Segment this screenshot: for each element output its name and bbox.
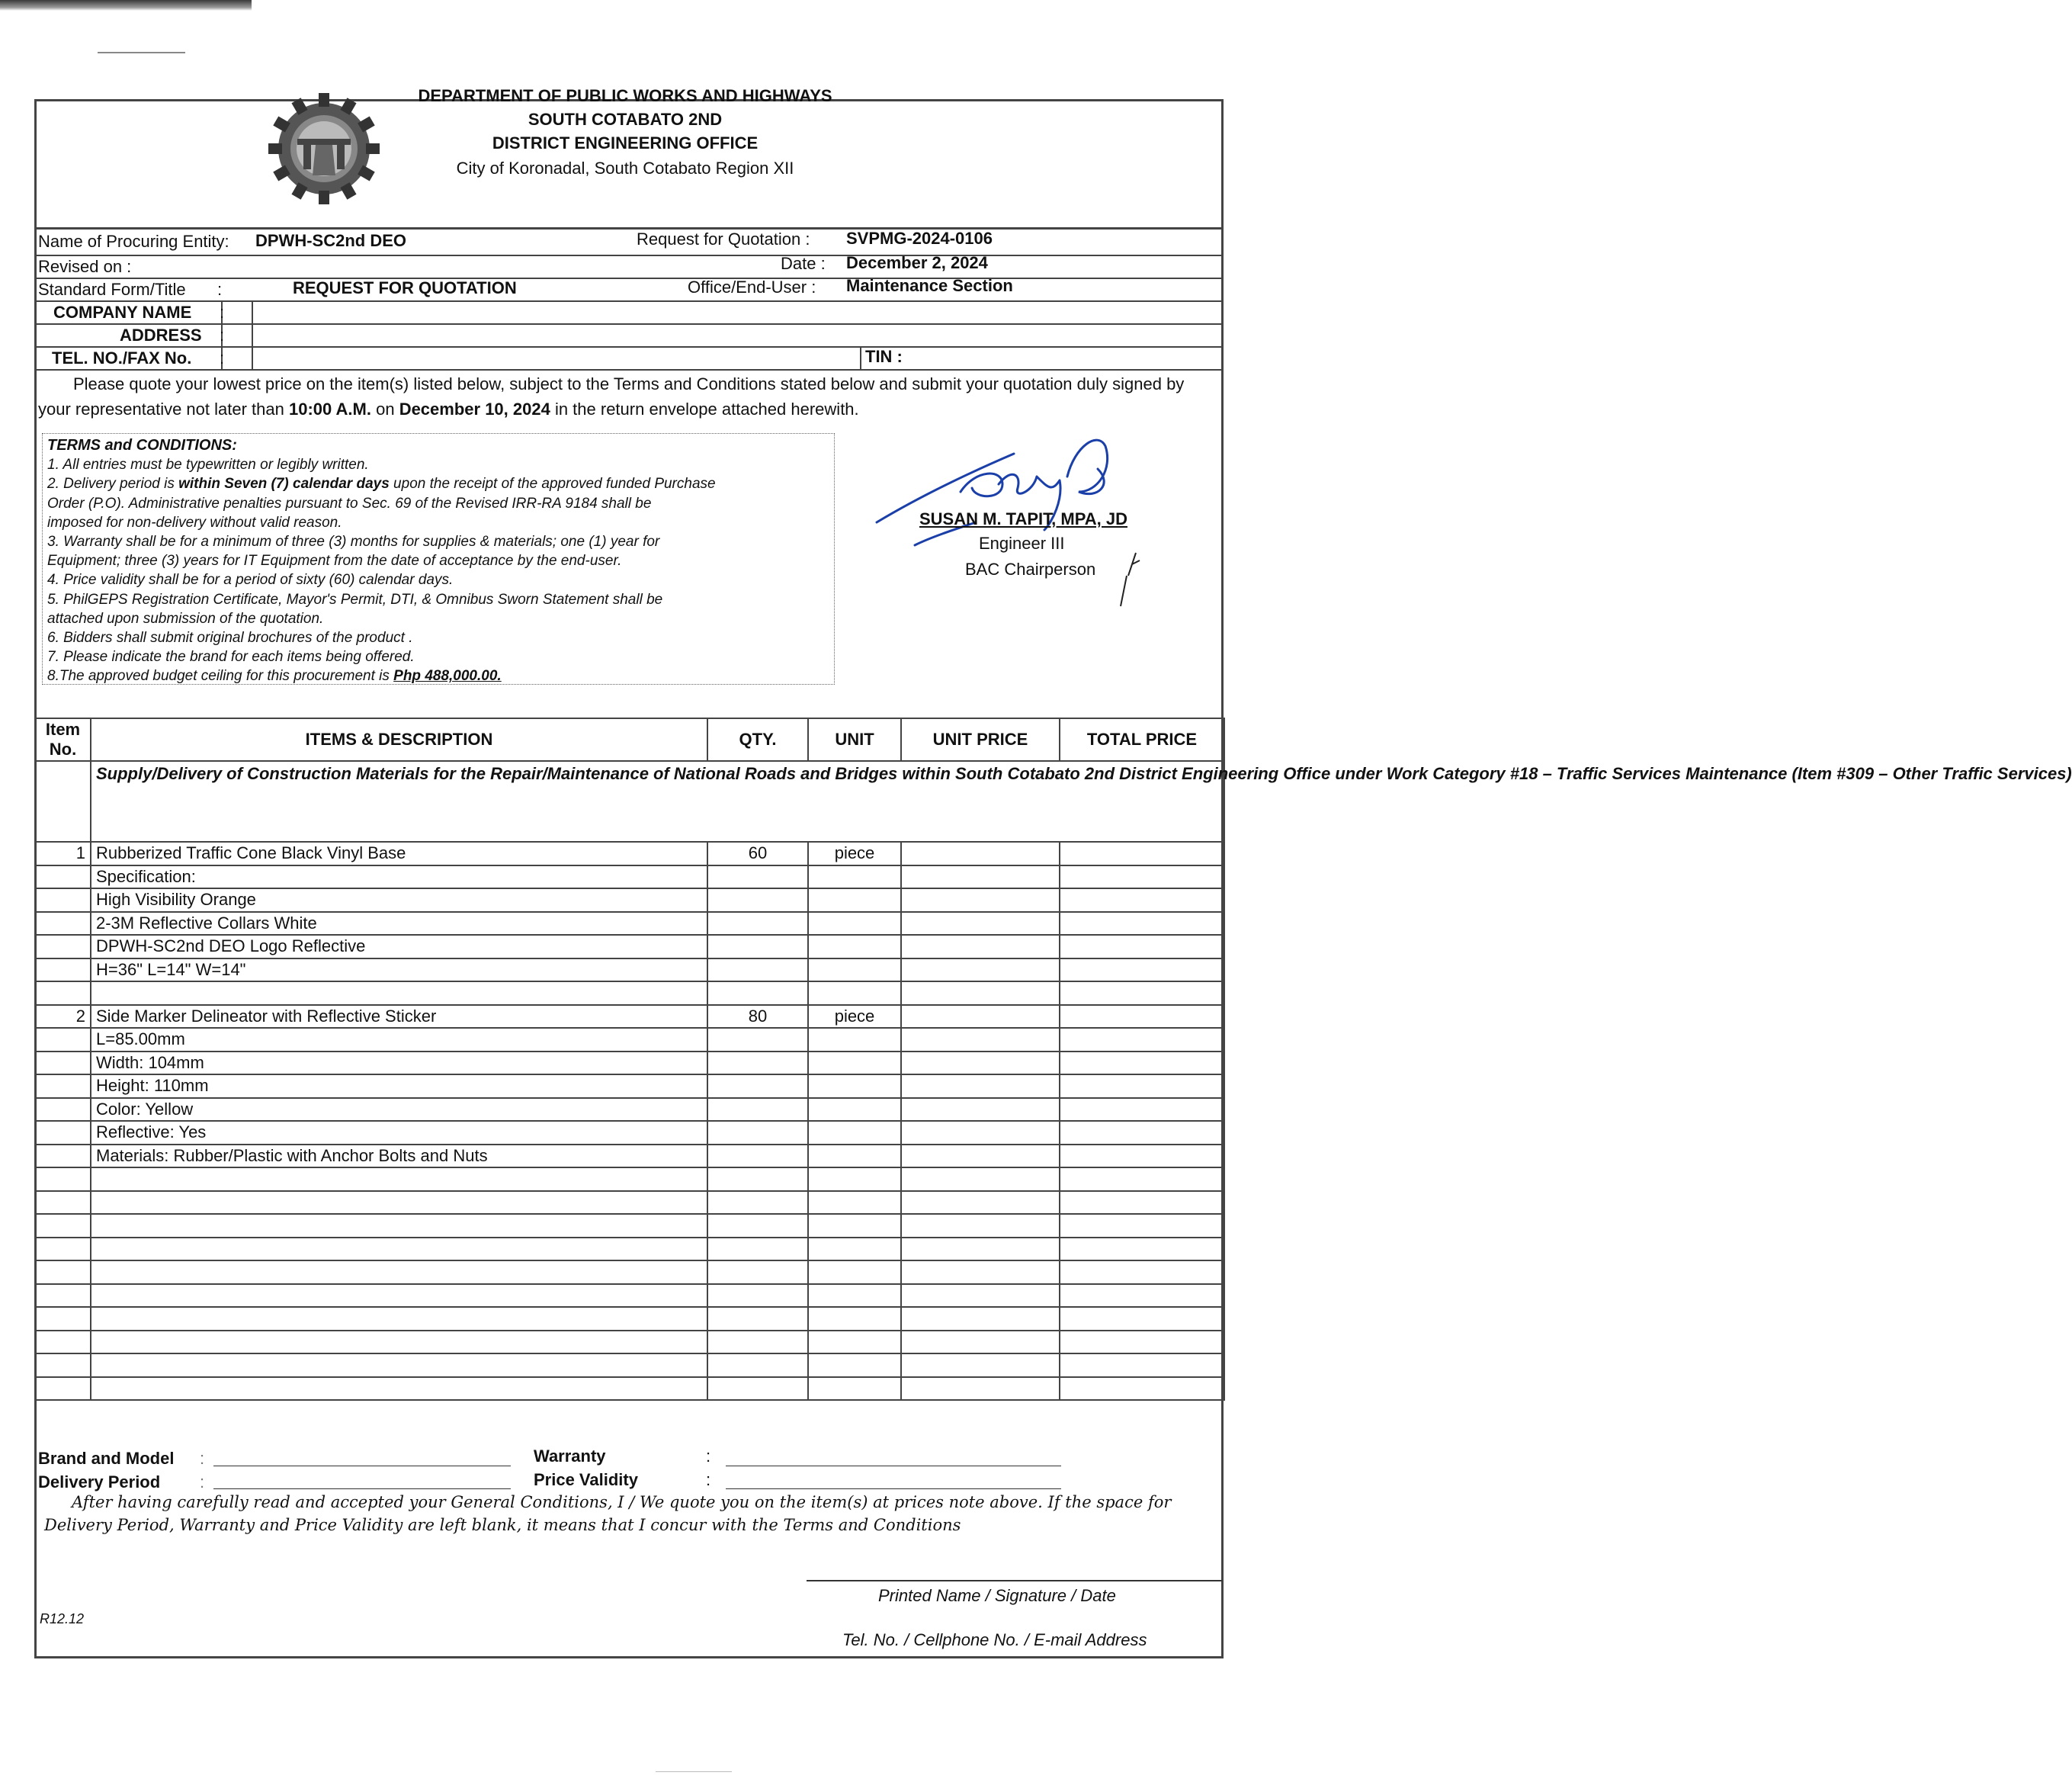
- item-qty: 80: [707, 1005, 808, 1029]
- header-description: ITEMS & DESCRIPTION: [91, 718, 707, 761]
- office-label: Office/End-User :: [688, 278, 816, 297]
- field-rule: [860, 346, 861, 369]
- table-row: [35, 1214, 1224, 1238]
- dpwh-logo-icon: [267, 92, 381, 206]
- item-unit: piece: [808, 1005, 901, 1029]
- item-qty: [707, 1238, 808, 1261]
- total-price-cell[interactable]: [1060, 1238, 1224, 1261]
- total-price-cell[interactable]: [1060, 1331, 1224, 1354]
- item-qty: [707, 1307, 808, 1331]
- item-unit: [808, 1121, 901, 1145]
- total-price-cell[interactable]: [1060, 1121, 1224, 1145]
- unit-price-cell[interactable]: [901, 1028, 1060, 1052]
- date-label: Date :: [781, 254, 826, 273]
- header-unit-price: UNIT PRICE: [901, 718, 1060, 761]
- item-qty: [707, 912, 808, 936]
- item-description: Side Marker Delineator with Reflective Sticker: [91, 1005, 707, 1029]
- item-unit: [808, 958, 901, 982]
- rfq-number: SVPMG-2024-0106: [846, 229, 993, 248]
- item-description: L=85.00mm: [91, 1028, 707, 1052]
- field-rule: [34, 369, 1224, 371]
- warranty-label: Warranty: [534, 1446, 606, 1466]
- printed-name-caption: Printed Name / Signature / Date: [878, 1586, 1116, 1605]
- signatory-position: Engineer III: [979, 534, 1065, 553]
- item-unit: [808, 1214, 901, 1238]
- terms-title: TERMS and CONDITIONS:: [47, 437, 237, 454]
- table-row: [35, 1331, 1224, 1354]
- item-unit: [808, 865, 901, 889]
- field-rule: [34, 346, 1224, 348]
- table-row: [35, 1028, 1224, 1052]
- unit-price-cell[interactable]: [901, 1353, 1060, 1377]
- field-rule: [34, 278, 1224, 279]
- item-qty: [707, 1377, 808, 1401]
- signatory-name: SUSAN M. TAPIT, MPA, JD: [919, 509, 1127, 528]
- item-number: [35, 1167, 91, 1191]
- unit-price-cell[interactable]: [901, 1167, 1060, 1191]
- dept-name: DEPARTMENT OF PUBLIC WORKS AND HIGHWAYS: [418, 86, 832, 105]
- item-qty: [707, 1052, 808, 1075]
- table-row: [35, 912, 1224, 936]
- item-number: [35, 888, 91, 912]
- item-description: [91, 1377, 707, 1401]
- item-description: [91, 1260, 707, 1284]
- contact-caption: Tel. No. / Cellphone No. / E-mail Address: [842, 1630, 1147, 1649]
- table-row: [35, 1284, 1224, 1308]
- item-qty: [707, 935, 808, 958]
- tin-label: TIN :: [865, 347, 903, 366]
- total-price-cell[interactable]: [1060, 1214, 1224, 1238]
- item-qty: [707, 1028, 808, 1052]
- tel-fax-label: TEL. NO./FAX No.: [52, 348, 192, 368]
- scan-mark: [98, 52, 185, 53]
- item-unit: [808, 1098, 901, 1122]
- item-number: [35, 1284, 91, 1308]
- item-qty: [707, 1214, 808, 1238]
- price-validity-field[interactable]: [726, 1488, 1061, 1489]
- header-divider: [34, 227, 1224, 230]
- total-price-cell[interactable]: [1060, 1052, 1224, 1075]
- rfq-label: Request for Quotation :: [637, 230, 810, 249]
- item-number: [35, 1074, 91, 1098]
- scan-edge: [0, 0, 252, 11]
- item-qty: [707, 981, 808, 1005]
- total-price-cell[interactable]: [1060, 935, 1224, 958]
- unit-price-cell[interactable]: [901, 1191, 1060, 1215]
- item-number: [35, 958, 91, 982]
- item-number: [35, 1191, 91, 1215]
- item-number: [35, 1260, 91, 1284]
- item-qty: [707, 958, 808, 982]
- total-price-cell[interactable]: [1060, 1284, 1224, 1308]
- delivery-period-label: Delivery Period: [38, 1472, 161, 1491]
- unit-price-cell[interactable]: [901, 1331, 1060, 1354]
- item-number: [35, 1331, 91, 1354]
- item-number: [35, 1214, 91, 1238]
- validity-colon: :: [706, 1470, 711, 1489]
- quotation-instructions: Please quote your lowest price on the item(s) listed below, subject to the Terms and Conditions stated below and submit your quotation duly signed by your representative not later than 10:00 A.M. on December 10, 2024 in the return envelope attached herewith.: [38, 374, 1185, 419]
- item-qty: [707, 1284, 808, 1308]
- total-price-cell[interactable]: [1060, 1307, 1224, 1331]
- unit-price-cell[interactable]: [901, 981, 1060, 1005]
- item-unit: [808, 1191, 901, 1215]
- item-unit: [808, 1052, 901, 1075]
- total-price-cell[interactable]: [1060, 865, 1224, 889]
- procuring-entity-label: Name of Procuring Entity:: [38, 232, 229, 251]
- table-row: [35, 1377, 1224, 1401]
- district-name: SOUTH COTABATO 2ND: [528, 110, 723, 129]
- total-price-cell[interactable]: [1060, 1005, 1224, 1029]
- unit-price-cell[interactable]: [901, 1377, 1060, 1401]
- table-row: [35, 1098, 1224, 1122]
- total-price-cell[interactable]: [1060, 981, 1224, 1005]
- item-description: Rubberized Traffic Cone Black Vinyl Base: [91, 842, 707, 865]
- table-row: [35, 1191, 1224, 1215]
- table-row: [35, 1052, 1224, 1075]
- item-unit: [808, 1284, 901, 1308]
- item-description: [91, 1214, 707, 1238]
- item-description: [91, 1238, 707, 1261]
- table-row: [35, 1121, 1224, 1145]
- office-location: City of Koronadal, South Cotabato Region XII: [456, 159, 794, 178]
- unit-price-cell[interactable]: [901, 1098, 1060, 1122]
- item-number: [35, 865, 91, 889]
- field-rule: [34, 300, 1224, 302]
- total-price-cell[interactable]: [1060, 912, 1224, 936]
- item-number: [35, 1121, 91, 1145]
- item-qty: [707, 1167, 808, 1191]
- item-number: [35, 1377, 91, 1401]
- item-unit: [808, 1028, 901, 1052]
- unit-price-cell[interactable]: [901, 958, 1060, 982]
- item-number: [35, 1307, 91, 1331]
- table-row: [35, 1005, 1224, 1029]
- item-number: [35, 1353, 91, 1377]
- total-price-cell[interactable]: [1060, 1145, 1224, 1168]
- warranty-colon: :: [706, 1446, 711, 1466]
- table-row: [35, 981, 1224, 1005]
- items-table: [34, 718, 2072, 1401]
- terms-and-conditions: TERMS and CONDITIONS: 1. All entries must be typewritten or legibly written. 2. Delivery period is within Seven (7) calendar days upon the receipt of the approved funded Purchase Order (P.O). Administrative penalties pursuant to Sec. 69 of the Revised IRR-RA 9184 shall be imposed for non-delivery without valid reason. 3. Warranty shall be for a minimum of three (3) months for supplies & materials; one (1) year for Equipment; three (3) years for IT Equipment from the date of acceptance by the end-user. 4. Price validity shall be for a period of sixty (60) calendar days. 5. PhilGEPS Registration Certificate, Mayor's Permit, DTI, & Omnibus Sworn Statement shall be attached upon submission of the quotation. 6. Bidders shall submit original brochures of the product . 7. Please indicate the brand for each items being offered. 8.The approved budget ceiling for this procurement is Php 488,000.00.: [47, 437, 716, 685]
- total-price-cell[interactable]: [1060, 1167, 1224, 1191]
- table-header: [35, 718, 1224, 761]
- unit-price-cell[interactable]: [901, 842, 1060, 865]
- total-price-cell[interactable]: [1060, 888, 1224, 912]
- item-unit: piece: [808, 842, 901, 865]
- tel-colon: :: [220, 348, 225, 368]
- item-description: [91, 1307, 707, 1331]
- item-number: [35, 1145, 91, 1168]
- unit-price-cell[interactable]: [901, 888, 1060, 912]
- field-rule: [252, 300, 253, 369]
- item-description: Color: Yellow: [91, 1098, 707, 1122]
- item-description: [91, 981, 707, 1005]
- item-number: [35, 1098, 91, 1122]
- date-value: December 2, 2024: [846, 253, 988, 272]
- item-description: DPWH-SC2nd DEO Logo Reflective: [91, 935, 707, 958]
- item-description: Specification:: [91, 865, 707, 889]
- unit-price-cell[interactable]: [901, 1145, 1060, 1168]
- item-number: [35, 1238, 91, 1261]
- unit-price-cell[interactable]: [901, 1307, 1060, 1331]
- item-qty: [707, 1353, 808, 1377]
- item-qty: [707, 1098, 808, 1122]
- unit-price-cell[interactable]: [901, 1260, 1060, 1284]
- unit-price-cell[interactable]: [901, 912, 1060, 936]
- item-qty: [707, 888, 808, 912]
- item-description: 2-3M Reflective Collars White: [91, 912, 707, 936]
- item-number: [35, 1028, 91, 1052]
- item-unit: [808, 1260, 901, 1284]
- item-unit: [808, 1238, 901, 1261]
- item-qty: [707, 1260, 808, 1284]
- table-row: [35, 1074, 1224, 1098]
- address-label: ADDRESS: [120, 326, 202, 345]
- item-description: Reflective: Yes: [91, 1121, 707, 1145]
- total-price-cell[interactable]: [1060, 1191, 1224, 1215]
- table-row: [35, 958, 1224, 982]
- form-title-colon: :: [217, 280, 223, 299]
- item-unit: [808, 1307, 901, 1331]
- form-code: R12.12: [40, 1611, 85, 1626]
- item-description: High Visibility Orange: [91, 888, 707, 912]
- unit-price-cell[interactable]: [901, 1052, 1060, 1075]
- item-description: [91, 1353, 707, 1377]
- form-title-value: REQUEST FOR QUOTATION: [293, 278, 517, 297]
- signatory-role: BAC Chairperson: [965, 560, 1096, 579]
- item-unit: [808, 1377, 901, 1401]
- total-price-cell[interactable]: [1060, 958, 1224, 982]
- unit-price-cell[interactable]: [901, 865, 1060, 889]
- unit-price-cell[interactable]: [901, 1284, 1060, 1308]
- total-price-cell[interactable]: [1060, 1028, 1224, 1052]
- item-number: [35, 912, 91, 936]
- total-price-cell[interactable]: [1060, 1377, 1224, 1401]
- revised-label: Revised on :: [38, 257, 132, 276]
- project-row: [35, 761, 1224, 842]
- unit-price-cell[interactable]: [901, 1074, 1060, 1098]
- item-unit: [808, 1167, 901, 1191]
- delivery-colon: :: [200, 1472, 205, 1491]
- item-number: [35, 1052, 91, 1075]
- item-number: [35, 981, 91, 1005]
- item-description: H=36" L=14" W=14": [91, 958, 707, 982]
- unit-price-cell[interactable]: [901, 935, 1060, 958]
- item-unit: [808, 1145, 901, 1168]
- item-description: [91, 1167, 707, 1191]
- project-description: Supply/Delivery of Construction Materials for the Repair/Maintenance of National Roads and Bridges within South Cotabato 2nd District Engineering Office under Work Category #18 – Traffic Services Maintenance (Item #309 – Other Traffic Services): [91, 761, 1224, 842]
- item-unit: [808, 888, 901, 912]
- item-description: Width: 104mm: [91, 1052, 707, 1075]
- acceptance-statement: After having carefully read and accepted your General Conditions, I / We quote you on the item(s) at prices note above. If the space for Delivery Period, Warranty and Price Validity are left blank, it means that I concur with the Terms and Conditions: [44, 1493, 1172, 1534]
- item-unit: [808, 1331, 901, 1354]
- table-row: [35, 1307, 1224, 1331]
- unit-price-cell[interactable]: [901, 1005, 1060, 1029]
- header-total-price: TOTAL PRICE: [1060, 718, 1224, 761]
- total-price-cell[interactable]: [1060, 1074, 1224, 1098]
- table-row: [35, 1145, 1224, 1168]
- unit-price-cell[interactable]: [901, 1214, 1060, 1238]
- item-qty: [707, 865, 808, 889]
- item-qty: [707, 1191, 808, 1215]
- unit-price-cell[interactable]: [901, 1121, 1060, 1145]
- item-description: [91, 1331, 707, 1354]
- item-qty: [707, 1121, 808, 1145]
- unit-price-cell[interactable]: [901, 1238, 1060, 1261]
- table-row: [35, 1167, 1224, 1191]
- header-unit: UNIT: [808, 718, 901, 761]
- office-name: DISTRICT ENGINEERING OFFICE: [492, 133, 759, 153]
- total-price-cell[interactable]: [1060, 1098, 1224, 1122]
- form-title-label: Standard Form/Title: [38, 280, 186, 299]
- field-rule: [34, 255, 1224, 256]
- header-qty: QTY.: [707, 718, 808, 761]
- item-description: [91, 1284, 707, 1308]
- table-row: [35, 888, 1224, 912]
- brand-colon: :: [200, 1449, 205, 1468]
- table-row: [35, 1238, 1224, 1261]
- total-price-cell[interactable]: [1060, 1353, 1224, 1377]
- office-value: Maintenance Section: [846, 276, 1013, 295]
- scan-mark: [656, 1771, 732, 1772]
- header-item-no: Item No.: [35, 718, 91, 761]
- signature-line[interactable]: [807, 1580, 1222, 1581]
- budget-ceiling: Php 488,000.00.: [393, 668, 502, 685]
- item-qty: [707, 1074, 808, 1098]
- item-unit: [808, 1074, 901, 1098]
- table-row: [35, 865, 1224, 889]
- item-qty: 60: [707, 842, 808, 865]
- table-row: [35, 935, 1224, 958]
- table-row: [35, 1353, 1224, 1377]
- item-description: Materials: Rubber/Plastic with Anchor Bolts and Nuts: [91, 1145, 707, 1168]
- brand-model-label: Brand and Model: [38, 1449, 175, 1468]
- table-row: [35, 842, 1224, 865]
- company-name-label: COMPANY NAME: [53, 303, 192, 322]
- item-number: 2: [35, 1005, 91, 1029]
- item-qty: [707, 1145, 808, 1168]
- item-unit: [808, 912, 901, 936]
- total-price-cell[interactable]: [1060, 842, 1224, 865]
- item-description: Height: 110mm: [91, 1074, 707, 1098]
- delivery-period-field[interactable]: [213, 1488, 511, 1489]
- procuring-entity-value: DPWH-SC2nd DEO: [255, 231, 406, 250]
- item-number: 1: [35, 842, 91, 865]
- field-rule: [34, 323, 1224, 325]
- item-qty: [707, 1331, 808, 1354]
- item-unit: [808, 935, 901, 958]
- total-price-cell[interactable]: [1060, 1260, 1224, 1284]
- item-description: [91, 1191, 707, 1215]
- item-unit: [808, 981, 901, 1005]
- table-row: [35, 1260, 1224, 1284]
- address-colon: :: [220, 326, 225, 345]
- price-validity-label: Price Validity: [534, 1470, 638, 1489]
- company-colon: :: [220, 303, 225, 322]
- item-unit: [808, 1353, 901, 1377]
- item-number: [35, 935, 91, 958]
